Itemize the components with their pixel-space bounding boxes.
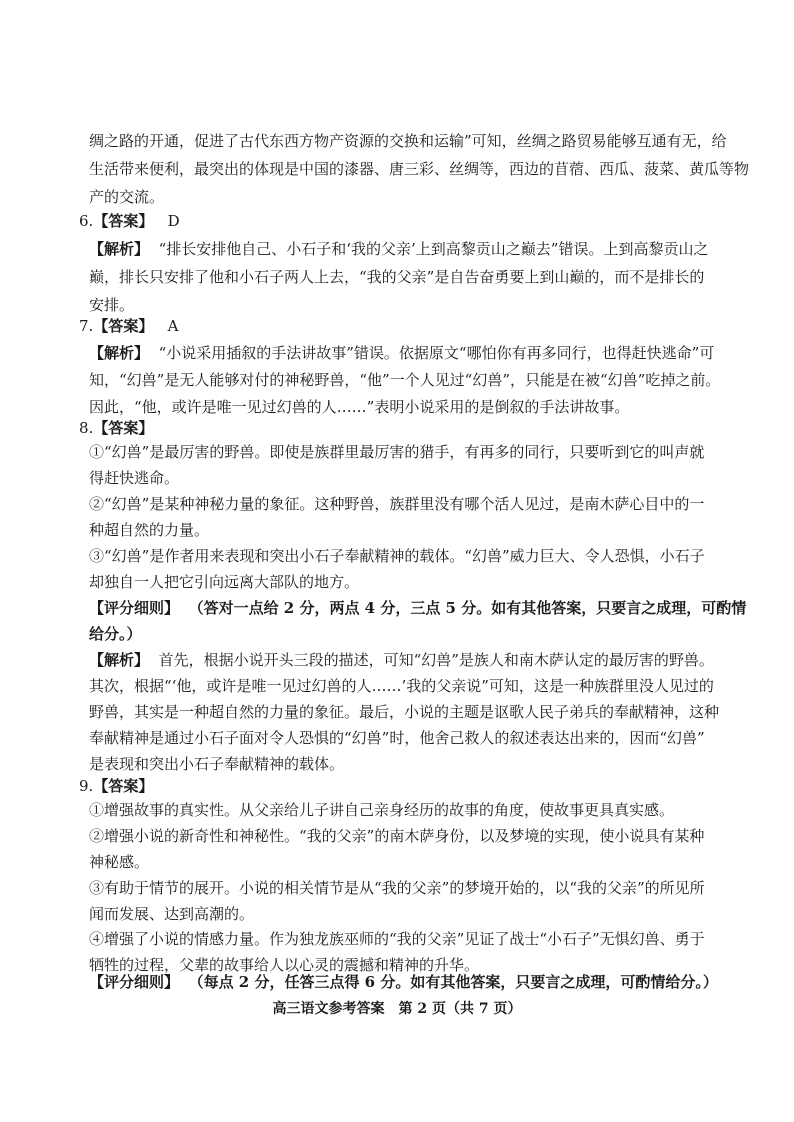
q8-point-1-line-2: 得赶快逃命。 bbox=[89, 469, 180, 487]
q8-analysis-line-3: 野兽，其实是一种超自然的力量的象征。最后，小说的主题是讴歌人民子弟兵的奉献精神，这种 bbox=[89, 703, 720, 721]
q7-analysis-line-1 bbox=[89, 343, 714, 363]
q7-analysis-line-2: 知，“幻兽”是无人能够对付的神秘野兽，“他”一个人见过“幻兽”，只能是在被“幻兽”吃掉之前。 bbox=[89, 371, 721, 389]
q9-answer-row bbox=[79, 776, 153, 796]
q6-answer-row bbox=[79, 211, 180, 231]
q8-rubric-text-2: 给分。） bbox=[89, 625, 142, 643]
q8-point-1-line-1: ①“幻兽”是最厉害的野兽。即使是族群里最厉害的猎手，有再多的同行，只要听到它的叫声就 bbox=[89, 443, 705, 461]
q9-point-2-line-1: ②增强小说的新奇性和神秘性。“我的父亲”的南木萨身份，以及梦境的实现，使小说具有某种 bbox=[89, 827, 705, 845]
q8-point-3-line-1: ③“幻兽”是作者用来表现和突出小石子奉献精神的载体。“幻兽”威力巨大、令人恐惧，小石子 bbox=[89, 547, 705, 565]
q7-analysis-label: 【解析】 bbox=[89, 344, 150, 362]
q9-rubric-label: 【评分细则】 bbox=[89, 973, 180, 991]
q8-analysis-line-5: 是表现和突出小石子奉献精神的载体。 bbox=[89, 755, 345, 773]
q8-rubric-label: 【评分细则】 bbox=[89, 599, 180, 617]
q8-rubric-text-1: （答对一点给 2 分，两点 4 分，三点 5 分。如有其他答案，只要言之成理，可酌情 bbox=[188, 599, 747, 617]
q7-analysis-line-3: 因此，“他，或许是唯一见过幻兽的人……”表明小说采用的是倒叙的手法讲故事。 bbox=[89, 398, 630, 416]
q6-analysis-label: 【解析】 bbox=[89, 240, 150, 258]
q7-number: 7. bbox=[79, 317, 94, 335]
q6-analysis-line-1 bbox=[89, 239, 708, 259]
q9-point-1: ①增强故事的真实性。从父亲给儿子讲自己亲身经历的故事的角度，使故事更具真实感。 bbox=[89, 801, 675, 819]
q6-analysis-line-3: 安排。 bbox=[89, 296, 135, 314]
q6-analysis-text-1: “排长安排他自己、小石子和‘我的父亲’上到高黎贡山之巅去”错误。上到高黎贡山之 bbox=[158, 240, 709, 258]
q6-analysis-line-2: 巅，排长只安排了他和小石子两人上去，“我的父亲”是自告奋勇要上到山巅的，而不是排长的 bbox=[89, 268, 705, 286]
q9-rubric-line bbox=[89, 972, 718, 992]
q9-point-4-line-2: 牺牲的过程，父辈的故事给人以心灵的震撼和精神的升华。 bbox=[89, 956, 480, 974]
q9-number: 9. bbox=[79, 777, 94, 795]
q8-answer-label: 【答案】 bbox=[93, 419, 154, 437]
q8-number: 8. bbox=[79, 419, 94, 437]
q9-point-3-line-2: 闻而发展、达到高潮的。 bbox=[89, 905, 255, 923]
q8-analysis-line-1 bbox=[89, 650, 714, 670]
q9-answer-label: 【答案】 bbox=[93, 777, 154, 795]
q6-answer: D bbox=[167, 212, 180, 230]
q9-rubric-text: （每点 2 分，任答三点得 6 分。如有其他答案，只要言之成理，可酌情给分。） bbox=[188, 973, 718, 991]
q6-number: 6. bbox=[79, 212, 94, 230]
q7-answer: A bbox=[167, 317, 179, 335]
intro-line-2: 生活带来便利，最突出的体现是中国的漆器、唐三彩、丝绸等，西边的苜蓿、西瓜、菠菜、黄瓜等物 bbox=[89, 160, 750, 178]
q8-analysis-text-1: 首先，根据小说开头三段的描述，可知“幻兽”是族人和南木萨认定的最厉害的野兽。 bbox=[158, 651, 714, 669]
q8-analysis-line-2: 其次，根据“‘他，或许是唯一见过幻兽的人……’我的父亲说”可知，这是一种族群里没人见过的 bbox=[89, 677, 714, 695]
q8-point-2-line-2: 种超自然的力量。 bbox=[89, 521, 210, 539]
intro-line-3: 产的交流。 bbox=[89, 188, 165, 206]
intro-line-1: 绸之路的开通，促进了古代东西方物产资源的交换和运输”可知，丝绸之路贸易能够互通有无，给 bbox=[89, 132, 727, 150]
q8-point-2-line-1: ②“幻兽”是某种神秘力量的象征。这种野兽，族群里没有哪个活人见过，是南木萨心目中的一 bbox=[89, 495, 705, 513]
q6-answer-label: 【答案】 bbox=[93, 212, 154, 230]
q7-analysis-text-1: “小说采用插叙的手法讲故事”错误。依据原文“哪怕你有再多同行，也得赶快逃命”可 bbox=[158, 344, 715, 362]
q8-analysis-label: 【解析】 bbox=[89, 651, 150, 669]
q7-answer-label: 【答案】 bbox=[93, 317, 154, 335]
q8-answer-row bbox=[79, 418, 153, 438]
q8-point-3-line-2: 却独自一人把它引向远离大部队的地方。 bbox=[89, 573, 360, 591]
q9-point-2-line-2: 神秘感。 bbox=[89, 853, 150, 871]
q7-answer-row bbox=[79, 316, 178, 336]
q8-rubric-line-1 bbox=[89, 598, 746, 618]
page-footer: 高三语文参考答案 第 2 页（共 7 页） bbox=[272, 1001, 522, 1017]
q8-rubric-line-2 bbox=[89, 624, 142, 644]
q9-point-4-line-1: ④增强了小说的情感力量。作为独龙族巫师的“我的父亲”见证了战士“小石子”无惧幻兽、勇于 bbox=[89, 930, 705, 948]
q9-point-3-line-1: ③有助于情节的展开。小说的相关情节是从“我的父亲”的梦境开始的，以“我的父亲”的所见所 bbox=[89, 879, 705, 897]
q8-analysis-line-4: 奉献精神是通过小石子面对令人恐惧的“幻兽”时，他舍己救人的叙述表达出来的，因而“幻兽” bbox=[89, 729, 705, 747]
